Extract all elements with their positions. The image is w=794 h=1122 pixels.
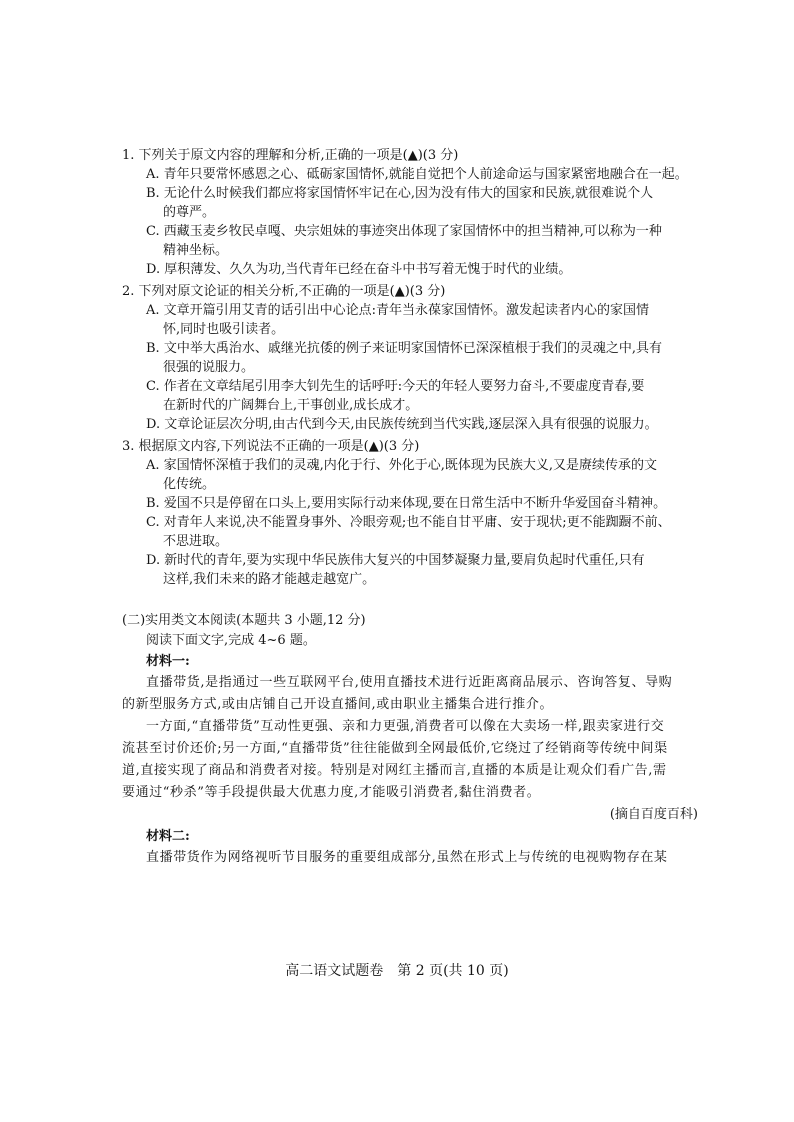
option-b-continued: 的尊严。 — [163, 205, 216, 220]
option-a: A. 文章开篇引用艾青的话引出中心论点:青年当永葆家国情怀。激发起读者内心的家国情 — [146, 303, 650, 318]
option-d: D. 新时代的青年,要为实现中华民族伟大复兴的中国梦凝聚力量,要肩负起时代重任,只有 — [146, 553, 645, 568]
section-instruction: 阅读下面文字,完成 4~6 题。 — [146, 633, 316, 648]
question-stem: 3. 根据原文内容,下列说法不正确的一项是(▲)(3 分) — [122, 439, 420, 454]
option-c: C. 作者在文章结尾引用李大钊先生的话呼吁:今天的年轻人要努力奋斗,不要虚度青春,要 — [146, 379, 645, 394]
question-3 — [122, 437, 698, 589]
option-a-continued: 化传统。 — [163, 477, 216, 492]
section-practical-reading — [122, 611, 698, 869]
material-1-source: (摘自百度百科) — [609, 807, 698, 822]
question-2 — [122, 282, 698, 434]
option-a: A. 青年只要常怀感恩之心、砥砺家国情怀,就能自觉把个人前途命运与国家紧密地融合在一起。 — [146, 167, 688, 182]
option-c: C. 对青年人来说,决不能置身事外、冷眼旁观;也不能自甘平庸、安于现状;更不能踟蹰不前、 — [146, 515, 671, 530]
material-1-paragraph-2 — [122, 716, 698, 804]
question-stem: 2. 下列对原文论证的相关分析,不正确的一项是(▲)(3 分) — [122, 284, 446, 299]
option-a: A. 家国情怀深植于我们的灵魂,内化于行、外化于心,既体现为民族大义,又是赓续传承的文 — [146, 458, 658, 473]
material-1-title: 材料一: — [146, 654, 190, 669]
option-a-continued: 怀,同时也吸引读者。 — [163, 322, 285, 337]
option-c-continued: 不思进取。 — [163, 534, 229, 549]
paragraph-line: 的新型服务方式,或由店铺自己开设直播间,或由职业主播集合进行推介。 — [122, 697, 554, 712]
option-b: B. 文中举大禹治水、戚继光抗倭的例子来证明家国情怀已深深植根于我们的灵魂之中,具有 — [146, 341, 662, 356]
paragraph-line: 直播带货作为网络视听节目服务的重要组成部分,虽然在形式上与传统的电视购物存在某 — [146, 850, 668, 865]
option-b: B. 无论什么时候我们都应将家国情怀牢记在心,因为没有伟大的国家和民族,就很难说个人 — [146, 186, 654, 201]
option-d-continued: 这样,我们未来的路才能越走越宽广。 — [163, 572, 376, 587]
question-stem: 1. 下列关于原文内容的理解和分析,正确的一项是(▲)(3 分) — [122, 148, 459, 163]
section-title: (二)实用类文本阅读(本题共 3 小题,12 分) — [122, 613, 366, 628]
material-2-paragraph-1 — [122, 847, 698, 869]
paragraph-line: 一方面,“直播带货”互动性更强、亲和力更强,消费者可以像在大卖场一样,跟卖家进行交 — [146, 719, 665, 734]
paragraph-line: 要通过“秒杀”等手段提供最大优惠力度,才能吸引消费者,黏住消费者。 — [122, 785, 541, 800]
option-c-continued: 精神坐标。 — [163, 243, 229, 258]
paragraph-line: 流甚至讨价还价;另一方面,“直播带货”往往能做到全网最低价,它绕过了经销商等传统中间渠 — [122, 741, 668, 756]
material-1-paragraph-1 — [122, 672, 698, 716]
option-c-continued: 在新时代的广阔舞台上,干事创业,成长成才。 — [163, 398, 419, 413]
option-b-continued: 很强的说服力。 — [163, 360, 255, 375]
option-d: D. 文章论证层次分明,由古代到今天,由民族传统到当代实践,逐层深入具有很强的说服力。 — [146, 417, 658, 432]
material-2-title: 材料二: — [146, 829, 190, 844]
option-c: C. 西藏玉麦乡牧民卓嘎、央宗姐妹的事迹突出体现了家国情怀中的担当精神,可以称为一种 — [146, 224, 662, 239]
paragraph-line: 直播带货,是指通过一些互联网平台,使用直播技术进行近距离商品展示、咨询答复、导购 — [146, 675, 673, 690]
option-b: B. 爱国不只是停留在口头上,要用实际行动来体现,要在日常生活中不断升华爱国奋斗精神。 — [146, 496, 667, 511]
question-1 — [122, 146, 698, 279]
page-footer: 高二语文试题卷 第 2 页(共 10 页) — [285, 963, 509, 979]
option-d: D. 厚积薄发、久久为功,当代青年已经在奋斗中书写着无愧于时代的业绩。 — [146, 262, 572, 277]
paragraph-line: 道,直接实现了商品和消费者对接。特别是对网红主播而言,直播的本质是让观众们看广告,需 — [122, 763, 667, 778]
exam-page-content — [122, 146, 698, 869]
